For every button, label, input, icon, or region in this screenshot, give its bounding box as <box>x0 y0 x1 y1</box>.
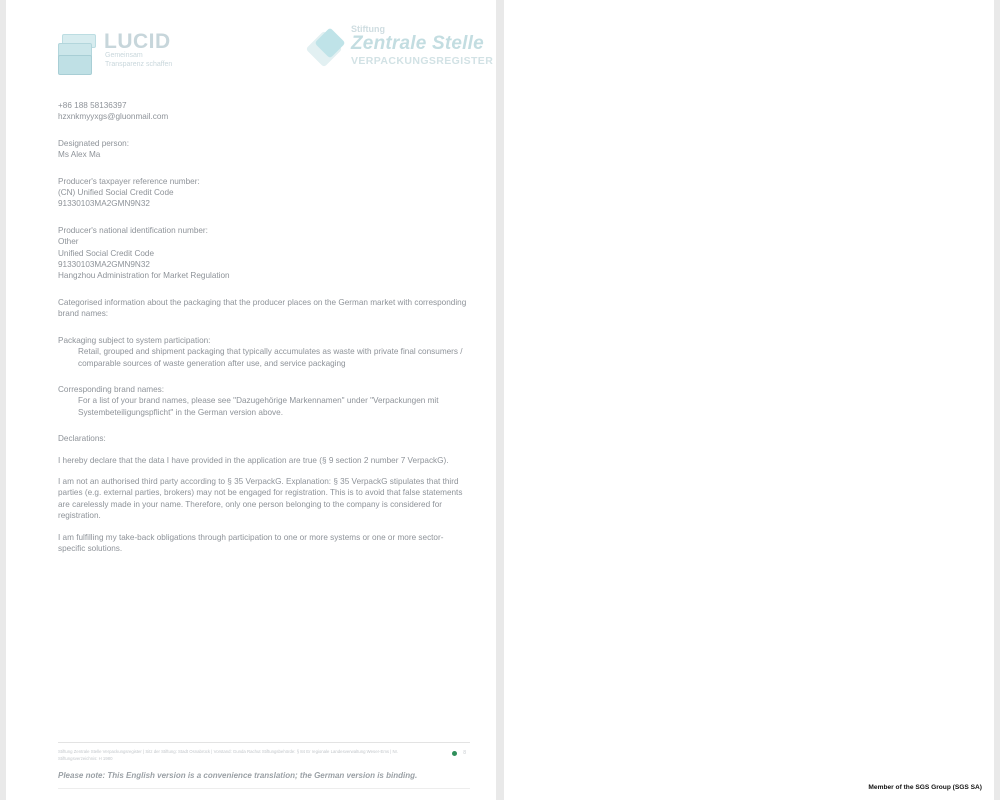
national-id-authority: Hangzhou Administration for Market Regulation <box>58 271 230 281</box>
lucid-tagline <box>105 52 172 69</box>
declaration-1: I hereby declare that the data I have provided in the application are true (§ 9 section 2 number 7 VerpackG). <box>58 455 449 465</box>
lucid-body-content <box>58 100 470 564</box>
lucid-page-indicator <box>452 750 466 756</box>
lucid-page-number: 8 <box>463 750 466 756</box>
lucid-tagline-line1: Gemeinsam <box>105 52 143 59</box>
zentrale-stelle-logo <box>311 24 494 80</box>
footer-divider <box>58 742 470 743</box>
footer-bottom-divider <box>58 788 470 789</box>
national-id-kind: Other <box>58 237 79 247</box>
packaging-value: Retail, grouped and shipment packaging that typically accumulates as waste with private final consumers / comparable sources of waste generation after use, and service packaging <box>78 347 463 368</box>
lucid-footer-fineprint: Stiftung Zentrale Stelle Verpackungsregister | Sitz der Stiftung: Stadt Osnabrück | Vorstand: Gunda Rachut Stiftungsbehörde: § 84 Er regionale Landesverwaltung Weser-Ems | Nr. Stiftungsverzeichnis: H 1980 <box>58 749 399 761</box>
contact-phone: +86 188 58136397 <box>58 101 127 110</box>
lucid-logo <box>58 26 188 82</box>
zsvr-name: Zentrale Stelle <box>351 33 484 54</box>
taxpayer-type: (CN) Unified Social Credit Code <box>58 188 174 198</box>
brand-label: Corresponding brand names: <box>58 384 165 394</box>
designated-person-label: Designated person: <box>58 138 130 148</box>
lucid-cube-icon <box>58 34 98 76</box>
declarations-label: Declarations: <box>58 434 106 444</box>
lucid-translation-note: Please note: This English version is a convenience translation; the German version is binding. <box>58 771 418 780</box>
declaration-3: I am fulfilling my take-back obligations through participation to one or more systems or one or more sector-specific solutions. <box>58 532 444 553</box>
taxpayer-value: 91330103MA2GMN9N32 <box>58 199 150 209</box>
taxpayer-label: Producer's taxpayer reference number: <box>58 176 200 186</box>
diamond-icon <box>311 32 345 66</box>
packaging-label: Packaging subject to system participation: <box>58 335 211 345</box>
sgs-member-note: Member of the SGS Group (SGS SA) <box>868 784 982 791</box>
zsvr-subtitle: VERPACKUNGSREGISTER <box>351 55 494 67</box>
lucid-document-page <box>6 0 496 800</box>
national-id-label: Producer's national identification number: <box>58 225 208 235</box>
contact-email: hzxnkmyyxgs@gluonmail.com <box>58 112 169 122</box>
categorised-info: Categorised information about the packaging that the producer places on the German market with corresponding brand names: <box>58 297 467 319</box>
lucid-wordmark: LUCID <box>104 30 171 53</box>
lucid-tagline-line2: Transparenz schaffen <box>105 60 173 68</box>
national-id-type: Unified Social Credit Code <box>58 248 155 258</box>
brand-value: For a list of your brand names, please see "Dazugehörige Markennamen" under "Verpackungen mit Systembeteiligungspflicht" in the German version above. <box>78 396 439 417</box>
declaration-2: I am not an authorised third party according to § 35 VerpackG. Explanation: § 35 VerpackG stipulates that third parties (e.g. external parties, brokers) may not be engaged for registration. This is to avoid that false statements are carelessly made in your name. Therefore, only one person belonging to the company is considered for registration. <box>58 476 463 521</box>
sgs-report-page <box>504 0 994 800</box>
national-id-value: 91330103MA2GMN9N32 <box>58 260 150 270</box>
zsvr-stiftung-label: Stiftung <box>351 24 385 34</box>
designated-person-value: Ms Alex Ma <box>58 150 101 160</box>
page-dot-icon <box>452 751 457 756</box>
